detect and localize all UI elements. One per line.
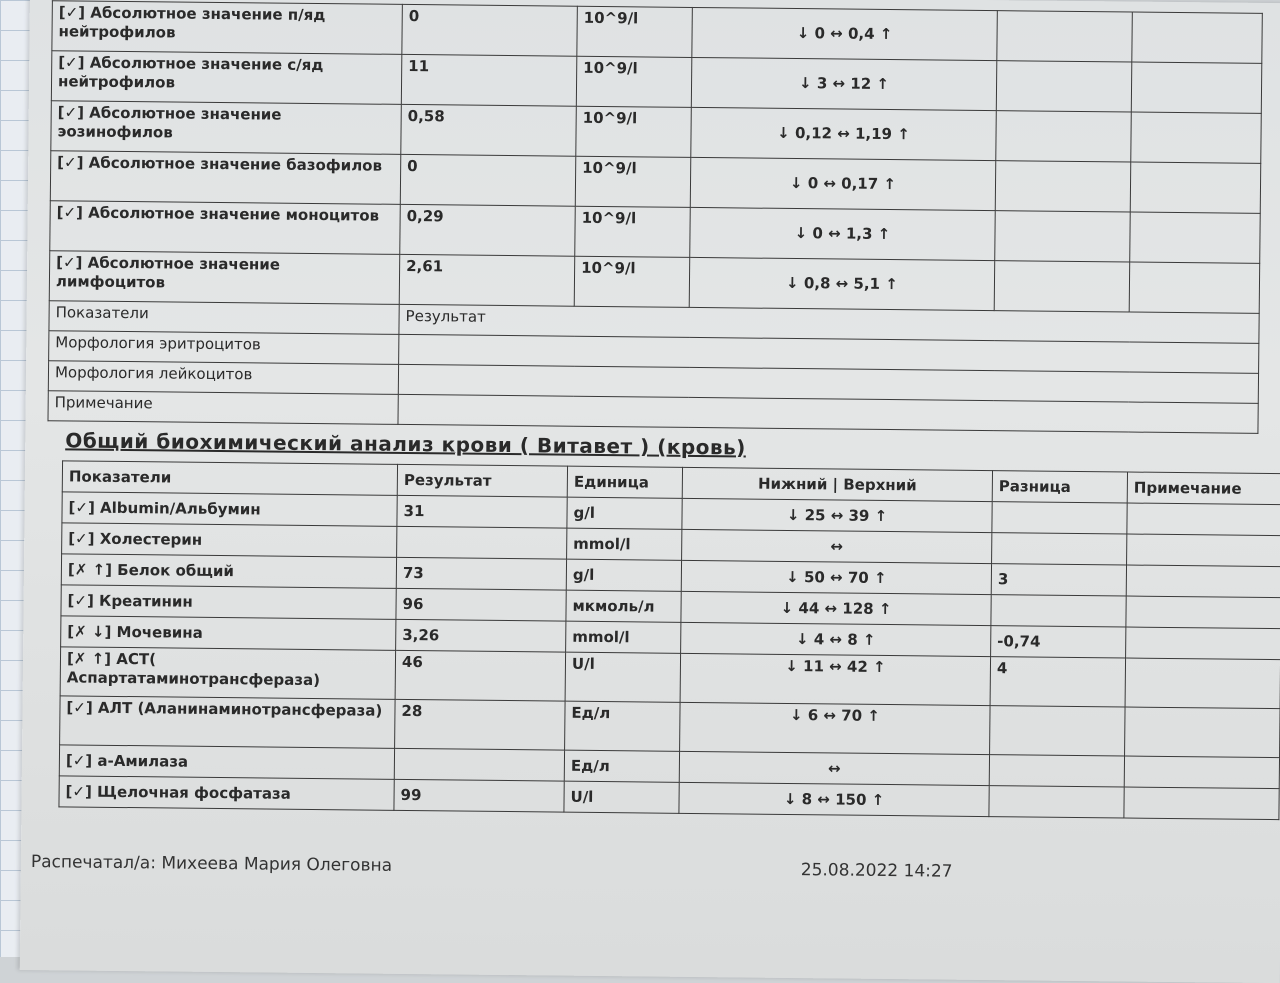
parameter-name: [✓] а-Амилаза <box>59 745 394 780</box>
reference-range: ↓ 44 ↔ 128 ↑ <box>681 591 991 625</box>
reference-range: ↔ <box>682 529 992 563</box>
morphology-header-label: Показатели <box>49 301 399 335</box>
reference-range: ↓ 11 ↔ 42 ↑ <box>680 653 990 705</box>
reference-range: ↓ 8 ↔ 150 ↑ <box>679 782 989 816</box>
parameter-name: [✓] Абсолютное значение лимфоцитов <box>49 251 400 305</box>
morphology-label: Примечание <box>48 391 398 425</box>
result-value: 0,29 <box>400 204 576 256</box>
reference-range: ↓ 4 ↔ 8 ↑ <box>681 622 991 656</box>
header-note: Примечание <box>1127 472 1280 505</box>
morphology-label: Морфология эритроцитов <box>49 331 399 365</box>
parameter-name: [✓] Креатинин <box>61 585 396 620</box>
parameter-name: [✓] Абсолютное значение моноцитов <box>50 201 401 255</box>
parameter-name: [✗ ↑] АСТ( Аспартатаминотрансфераза) <box>60 647 395 700</box>
note-cell <box>1132 12 1263 63</box>
reference-range: ↓ 0,8 ↔ 5,1 ↑ <box>689 257 995 310</box>
difference-cell <box>996 111 1132 162</box>
unit: Ед/л <box>565 701 681 751</box>
reference-range: ↓ 6 ↔ 70 ↑ <box>680 702 990 754</box>
unit: 10^9/l <box>576 56 692 107</box>
unit: 10^9/l <box>576 106 692 157</box>
note-cell <box>1130 162 1261 213</box>
note-cell <box>1127 503 1280 536</box>
reference-range: ↓ 25 ↔ 39 ↑ <box>682 498 992 532</box>
difference-value: 3 <box>991 564 1126 596</box>
reference-range: ↓ 0 ↔ 0,17 ↑ <box>690 157 996 210</box>
printed-by: Распечатал/а: Михеева Мария Олеговна <box>30 852 393 876</box>
unit: g/l <box>567 497 682 529</box>
header-unit: Единица <box>567 466 682 498</box>
unit: mmol/l <box>567 528 682 560</box>
result-value: 46 <box>395 650 566 701</box>
result-value: 96 <box>396 588 566 621</box>
note-cell <box>1125 658 1280 709</box>
difference-value: -0,74 <box>991 626 1126 658</box>
header-difference: Разница <box>992 471 1127 503</box>
note-cell <box>1129 262 1260 313</box>
difference-value <box>992 502 1127 534</box>
difference-value <box>991 595 1126 627</box>
parameter-name: [✓] Абсолютное значение базофилов <box>50 151 401 205</box>
unit: 10^9/l <box>577 6 693 57</box>
biochem-section-title: Общий биохимический анализ крови ( Витавет ) (кровь) <box>65 428 747 460</box>
result-value: 31 <box>397 495 567 528</box>
unit: 10^9/l <box>575 156 691 207</box>
header-result: Результат <box>397 464 567 497</box>
result-value: 0,58 <box>401 104 577 156</box>
reference-range: ↓ 0 ↔ 1,3 ↑ <box>690 207 996 260</box>
result-value: 0 <box>400 154 576 206</box>
unit: 10^9/l <box>574 256 690 307</box>
unit: Ед/л <box>564 750 679 782</box>
difference-cell <box>996 61 1132 112</box>
parameter-name: [✓] Albumin/Альбумин <box>62 492 397 527</box>
unit: мкмоль/л <box>566 590 681 622</box>
difference-value <box>989 786 1124 818</box>
morphology-label: Морфология лейкоцитов <box>48 361 398 395</box>
morphology-header-result: Результат <box>399 304 1259 343</box>
unit: U/l <box>564 781 679 813</box>
note-cell <box>1131 62 1262 113</box>
parameter-name: [✓] Щелочная фосфатаза <box>59 776 394 811</box>
reference-range: ↓ 0 ↔ 0,4 ↑ <box>692 7 998 60</box>
result-value: 99 <box>394 779 564 812</box>
header-parameters: Показатели <box>62 461 397 496</box>
difference-value <box>990 706 1126 756</box>
note-cell <box>1124 787 1279 820</box>
result-value: 11 <box>401 54 577 106</box>
parameter-name: [✓] Абсолютное значение с/яд нейтрофилов <box>51 51 402 105</box>
result-value: 0 <box>402 4 578 56</box>
parameter-name: [✓] Абсолютное значение п/яд нейтрофилов <box>52 1 403 55</box>
print-datetime: 25.08.2022 14:27 <box>800 860 953 882</box>
result-value: 3,26 <box>396 619 566 652</box>
unit: mmol/l <box>566 621 681 653</box>
difference-cell <box>995 211 1131 262</box>
result-value: 73 <box>396 557 566 590</box>
note-cell <box>1126 627 1280 660</box>
reference-range: ↓ 0,12 ↔ 1,19 ↑ <box>691 107 997 160</box>
note-cell <box>1131 112 1262 163</box>
note-cell <box>1124 756 1279 789</box>
difference-cell <box>994 261 1130 312</box>
unit: U/l <box>565 652 681 702</box>
note-cell <box>1130 212 1261 263</box>
header-range: Нижний | Верхний <box>682 467 992 501</box>
lab-report-sheet <box>20 0 1280 983</box>
difference-cell <box>997 11 1133 62</box>
note-cell <box>1126 565 1280 598</box>
difference-cell <box>995 161 1131 212</box>
biochem-table <box>58 460 1280 820</box>
reference-range: ↔ <box>679 751 989 785</box>
result-value: 2,61 <box>399 254 575 306</box>
unit: 10^9/l <box>575 206 691 257</box>
difference-value <box>989 755 1124 787</box>
reference-range: ↓ 3 ↔ 12 ↑ <box>691 57 997 110</box>
parameter-name: [✗ ↓] Мочевина <box>61 616 396 651</box>
parameter-name: [✓] Холестерин <box>62 523 397 558</box>
difference-value: 4 <box>990 657 1126 707</box>
difference-value <box>992 533 1127 565</box>
parameter-name: [✓] Абсолютное значение эозинофилов <box>51 101 402 155</box>
note-cell <box>1127 534 1280 567</box>
parameter-name: [✗ ↑] Белок общий <box>61 554 396 589</box>
cbc-absolute-values-table <box>47 0 1262 434</box>
note-cell <box>1125 707 1280 758</box>
result-value <box>394 748 564 781</box>
result-value <box>397 526 567 559</box>
reference-range: ↓ 50 ↔ 70 ↑ <box>681 560 991 594</box>
note-cell <box>1126 596 1280 629</box>
unit: g/l <box>566 559 681 591</box>
parameter-name: [✓] АЛТ (Аланинаминотрансфераза) <box>60 696 395 749</box>
result-value: 28 <box>395 699 566 750</box>
